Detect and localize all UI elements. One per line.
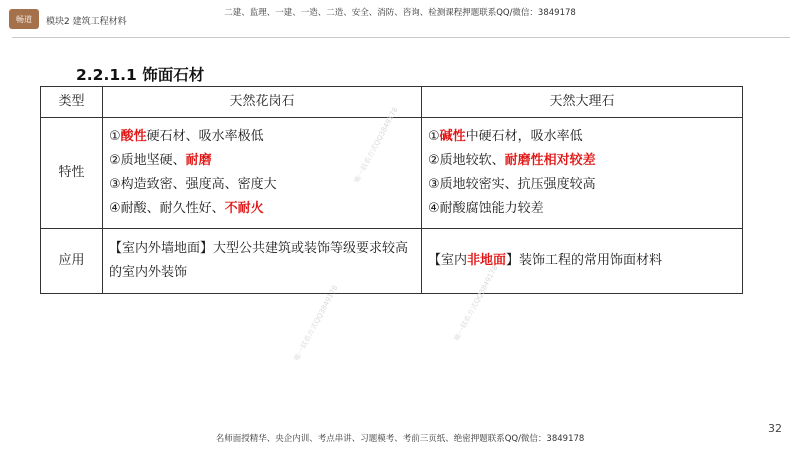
module-title: 模块2 建筑工程材料 xyxy=(46,17,127,27)
brand-logo: 畅道 xyxy=(9,9,39,29)
application-row xyxy=(41,229,743,294)
watermark: 唯一联系方式QQ3849178 xyxy=(452,264,500,343)
marble-application: 【室内非地面】装饰工程的常用饰面材料 xyxy=(422,229,743,294)
watermark: 唯一联系方式QQ3849178 xyxy=(352,106,400,185)
granite-application: 【室内外墙地面】大型公共建筑或装饰等级要求较高的室内外装饰 xyxy=(103,229,422,294)
header-divider xyxy=(12,37,790,38)
marble-prop-1: ①碱性中硬石材，吸水率低 xyxy=(428,129,583,144)
marble-prop-4: ④耐酸腐蚀能力较差 xyxy=(428,201,544,216)
application-label: 应用 xyxy=(41,229,103,294)
page-number: 32 xyxy=(768,422,782,435)
properties-row xyxy=(41,118,743,229)
footer-banner: 名师面授精华、央企内训、考点串讲、习题模考、考前三页纸、绝密押题联系QQ/微信：3849178 xyxy=(215,434,585,444)
properties-label: 特性 xyxy=(41,118,103,229)
section-heading: 2.2.1.1 饰面石材 xyxy=(76,66,205,84)
header-type: 类型 xyxy=(41,87,103,118)
granite-prop-4: ④耐酸、耐久性好、不耐火 xyxy=(109,201,264,216)
granite-prop-3: ③构造致密、强度高、密度大 xyxy=(109,177,277,192)
granite-prop-2: ②质地坚硬、耐磨 xyxy=(109,153,212,168)
header-granite: 天然花岗石 xyxy=(103,87,422,118)
header-marble: 天然大理石 xyxy=(422,87,743,118)
marble-properties xyxy=(422,118,743,229)
marble-prop-3: ③质地较密实、抗压强度较高 xyxy=(428,177,596,192)
watermark: 唯一联系方式QQ3849178 xyxy=(292,284,340,363)
granite-prop-1: ①酸性硬石材、吸水率极低 xyxy=(109,129,264,144)
top-banner: 二建、监理、一建、一造、二造、安全、消防、咨询、检测课程押题联系QQ/微信：3849178 xyxy=(224,8,576,18)
granite-properties xyxy=(103,118,422,229)
marble-prop-2: ②质地较软、耐磨性相对较差 xyxy=(428,153,596,168)
